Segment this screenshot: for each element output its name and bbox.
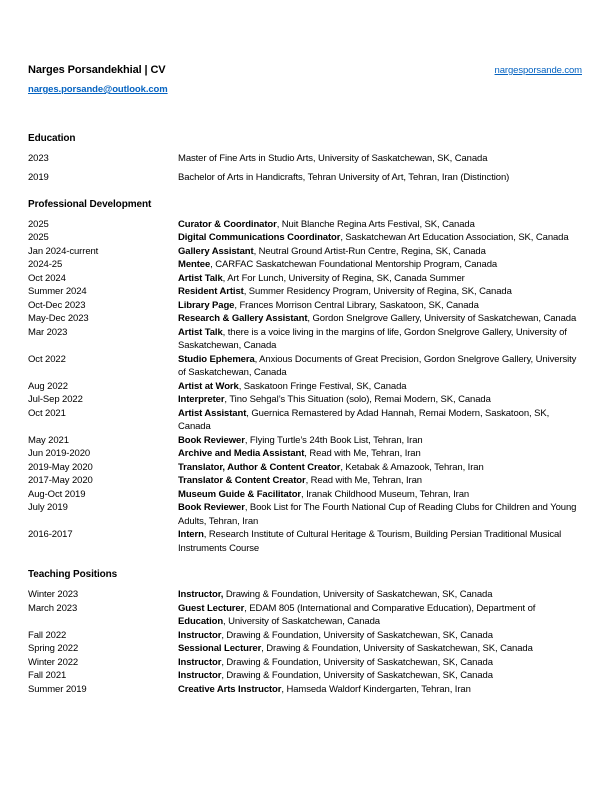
entry-date: Winter 2022 <box>28 656 79 668</box>
entry-detail: , Anxious Documents of Great Precision, Gordon Snelgrove Gallery, University of Saskatchewan, Canada <box>178 353 577 378</box>
entry-detail: , Research Institute of Cultural Heritage & Tourism, Building Persian Traditional Musical Instruments Course <box>178 529 562 554</box>
entry-description <box>178 602 582 629</box>
entry-row <box>28 312 582 326</box>
entry-row <box>28 588 582 602</box>
entry-description <box>178 488 582 502</box>
entry-row <box>28 683 582 697</box>
entry-detail: , Tino Sehgal’s This Situation (solo), Remai Modern, SK, Canada <box>224 394 491 405</box>
entry-role: Digital Communications Coordinator <box>178 232 341 243</box>
entry-role: Artist Talk <box>178 272 223 284</box>
entry-detail: , Drawing & Foundation, University of Saskatchewan, SK, Canada <box>261 643 533 654</box>
section-heading: Education <box>28 133 76 144</box>
entry-detail: , Flying Turtle’s 24th Book List, Tehran, Iran <box>244 434 423 446</box>
page-title: Narges Porsandekhial | CV <box>28 64 166 76</box>
entry-detail: , Saskatchewan Art Education Association, SK, Canada <box>340 232 569 243</box>
entry-detail: , Guernica Remastered by Adad Hannah, Remai Modern, Saskatoon, SK, Canada <box>178 407 550 432</box>
entry-description <box>178 656 582 670</box>
entry-role: Instructor, <box>178 589 224 600</box>
entry-detail: , Drawing & Foundation, University of Saskatchewan, SK, Canada <box>221 670 493 681</box>
entry-row <box>28 299 582 313</box>
entry-row <box>28 434 582 448</box>
entry-description <box>178 299 582 313</box>
entry-description <box>178 258 582 272</box>
entry-date: March 2023 <box>28 602 78 614</box>
entry-role: Book Reviewer <box>178 502 245 513</box>
section-rows <box>28 218 582 556</box>
entry-description <box>178 461 582 475</box>
entry-description <box>178 272 582 286</box>
entry-role: Translator & Content Creator <box>178 475 306 486</box>
entry-detail: Master of Fine Arts in Studio Arts, University of Saskatchewan, SK, Canada <box>178 153 488 164</box>
entry-date: Oct-Dec 2023 <box>28 299 86 311</box>
entry-description <box>178 434 582 448</box>
entry-role: Artist Assistant <box>178 407 247 419</box>
entry-role: Translator, Author & Content Creator <box>178 461 341 473</box>
entry-description <box>178 380 582 394</box>
entry-detail: , Saskatoon Fringe Festival, SK, Canada <box>238 380 407 392</box>
entry-description <box>178 231 582 245</box>
entry-row <box>28 629 582 643</box>
entry-detail: , Read with Me, Tehran, Iran <box>304 448 421 459</box>
entry-role: Creative Arts Instructor <box>178 683 282 695</box>
section <box>28 199 582 556</box>
entry-description <box>178 285 582 299</box>
entry-date: 2019-May 2020 <box>28 461 93 473</box>
entry-description <box>178 326 582 353</box>
entry-row <box>28 231 582 245</box>
entry-description <box>178 474 582 488</box>
entry-role: Interpreter <box>178 394 225 405</box>
entry-row <box>28 656 582 670</box>
entry-detail: Drawing & Foundation, University of Saskatchewan, SK, Canada <box>223 589 493 600</box>
entry-description <box>178 353 582 380</box>
entry-row <box>28 272 582 286</box>
entry-row <box>28 602 582 629</box>
entry-detail: , Iranak Childhood Museum, Tehran, Iran <box>301 488 470 500</box>
entry-role: Studio Ephemera <box>178 353 255 365</box>
header <box>28 64 582 76</box>
entry-date: Oct 2024 <box>28 272 66 284</box>
entry-date: 2025 <box>28 218 49 230</box>
entry-row <box>28 258 582 272</box>
entry-date: 2019 <box>28 172 49 183</box>
entry-row <box>28 447 582 461</box>
entry-role: Intern <box>178 529 204 540</box>
entry-role: Sessional Lecturer <box>178 643 262 654</box>
section-heading: Professional Development <box>28 198 152 210</box>
entry-date: 2016-2017 <box>28 529 73 540</box>
entry-description <box>178 218 582 232</box>
entry-role: Library Page <box>178 299 235 311</box>
entry-row <box>28 501 582 528</box>
entry-role: Book Reviewer <box>178 434 245 446</box>
entry-row <box>28 461 582 475</box>
entry-detail: , Hamseda Waldorf Kindergarten, Tehran, Iran <box>281 683 471 695</box>
entry-row <box>28 528 582 555</box>
entry-row <box>28 326 582 353</box>
entry-description <box>178 393 582 407</box>
email-link[interactable]: narges.porsande@outlook.com <box>28 84 168 95</box>
entry-description <box>178 245 582 259</box>
entry-role: Mentee <box>178 259 211 270</box>
entry-role: Curator & Coordinator <box>178 218 277 230</box>
entry-description <box>178 528 582 555</box>
entry-role: Instructor <box>178 656 222 668</box>
entry-date: Winter 2023 <box>28 589 79 600</box>
entry-role: Instructor <box>178 670 222 681</box>
section-rows <box>28 588 582 696</box>
entry-role: Research & Gallery Assistant <box>178 313 308 324</box>
entry-row <box>28 669 582 683</box>
entry-date: Fall 2021 <box>28 670 67 681</box>
section-heading: Teaching Positions <box>28 569 118 580</box>
entry-role: Guest Lecturer <box>178 602 245 614</box>
entry-detail: , Read with Me, Tehran, Iran <box>305 475 422 486</box>
entry-date: 2017-May 2020 <box>28 475 93 486</box>
entry-role: Resident Artist <box>178 286 244 297</box>
entry-detail: , Drawing & Foundation, University of Saskatchewan, SK, Canada <box>221 656 493 668</box>
entry-date: Fall 2022 <box>28 629 67 641</box>
entry-date: May-Dec 2023 <box>28 313 89 324</box>
entry-role: Museum Guide & Facilitator <box>178 488 302 500</box>
entry-date: Summer 2024 <box>28 286 87 297</box>
entry-role: Archive and Media Assistant <box>178 448 305 459</box>
entry-date: 2023 <box>28 153 49 164</box>
entry-description <box>178 669 582 683</box>
entry-description <box>178 683 582 697</box>
entry-description <box>178 312 582 326</box>
entry-detail: Bachelor of Arts in Handicrafts, Tehran University of Art, Tehran, Iran (Distinction) <box>178 172 510 183</box>
entry-detail: , CARFAC Saskatchewan Foundational Mentorship Program, Canada <box>210 259 498 270</box>
entry-date: July 2019 <box>28 502 68 513</box>
entry-description <box>178 447 582 461</box>
entry-description <box>178 629 582 643</box>
section <box>28 133 582 185</box>
entry-detail: , Book List for The Fourth National Cup of Reading Clubs for Children and Young Adults, Tehran, Iran <box>178 502 577 527</box>
entry-row <box>28 393 582 407</box>
entry-row <box>28 218 582 232</box>
entry-detail: , Gordon Snelgrove Gallery, University of Saskatchewan, Canada <box>307 313 577 324</box>
entry-row <box>28 488 582 502</box>
entry-date: Aug 2022 <box>28 380 68 392</box>
entry-description <box>178 642 582 656</box>
entry-detail: , there is a voice living in the margins of life, Gordon Snelgrove Gallery, University of Saskatchewan, Canada <box>178 326 567 351</box>
entry-row <box>28 407 582 434</box>
entry-row <box>28 474 582 488</box>
entry-date: Aug-Oct 2019 <box>28 488 86 500</box>
entry-row <box>28 353 582 380</box>
entry-date: Jul-Sep 2022 <box>28 394 83 405</box>
entry-role: Instructor <box>178 629 222 641</box>
entry-row <box>28 380 582 394</box>
entry-date: Summer 2019 <box>28 683 87 695</box>
entry-date: Jun 2019-2020 <box>28 448 91 459</box>
entry-detail: , Neutral Ground Artist-Run Centre, Regina, SK, Canada <box>253 245 486 257</box>
section-rows <box>28 152 582 185</box>
entry-detail: , University of Saskatchewan, Canada <box>223 616 380 627</box>
entry-date: 2025 <box>28 232 49 243</box>
entry-row <box>28 171 582 185</box>
entry-date: Jan 2024-current <box>28 245 99 257</box>
entry-row <box>28 245 582 259</box>
entry-date: Oct 2022 <box>28 353 66 365</box>
entry-detail: , Nuit Blanche Regina Arts Festival, SK, Canada <box>276 218 475 230</box>
entry-role: Education <box>178 616 224 627</box>
entry-detail: , Ketabak & Amazook, Tehran, Iran <box>340 461 484 473</box>
entry-detail: , Summer Residency Program, University of Regina, SK, Canada <box>243 286 512 297</box>
section <box>28 569 582 696</box>
entry-date: Spring 2022 <box>28 643 79 654</box>
entry-row <box>28 642 582 656</box>
website-link[interactable]: nargesporsande.com <box>494 65 582 76</box>
entry-date: 2024-25 <box>28 259 63 270</box>
entry-date: Mar 2023 <box>28 326 68 338</box>
entry-row <box>28 285 582 299</box>
entry-description <box>178 171 582 185</box>
entry-date: May 2021 <box>28 434 69 446</box>
entry-date: Oct 2021 <box>28 407 66 419</box>
entry-description <box>178 588 582 602</box>
entry-description <box>178 152 582 166</box>
entry-role: Artist Talk <box>178 326 223 338</box>
entry-role: Gallery Assistant <box>178 245 254 257</box>
entry-role: Artist at Work <box>178 380 239 392</box>
entry-description <box>178 501 582 528</box>
entry-row <box>28 152 582 166</box>
sections <box>28 133 582 696</box>
entry-description <box>178 407 582 434</box>
entry-detail: , Frances Morrison Central Library, Saskatoon, SK, Canada <box>234 299 479 311</box>
entry-detail: , Art For Lunch, University of Regina, SK, Canada Summer <box>222 272 465 284</box>
entry-detail: , Drawing & Foundation, University of Saskatchewan, SK, Canada <box>221 629 493 641</box>
entry-detail: , EDAM 805 (International and Comparative Education), Department of <box>244 602 536 614</box>
